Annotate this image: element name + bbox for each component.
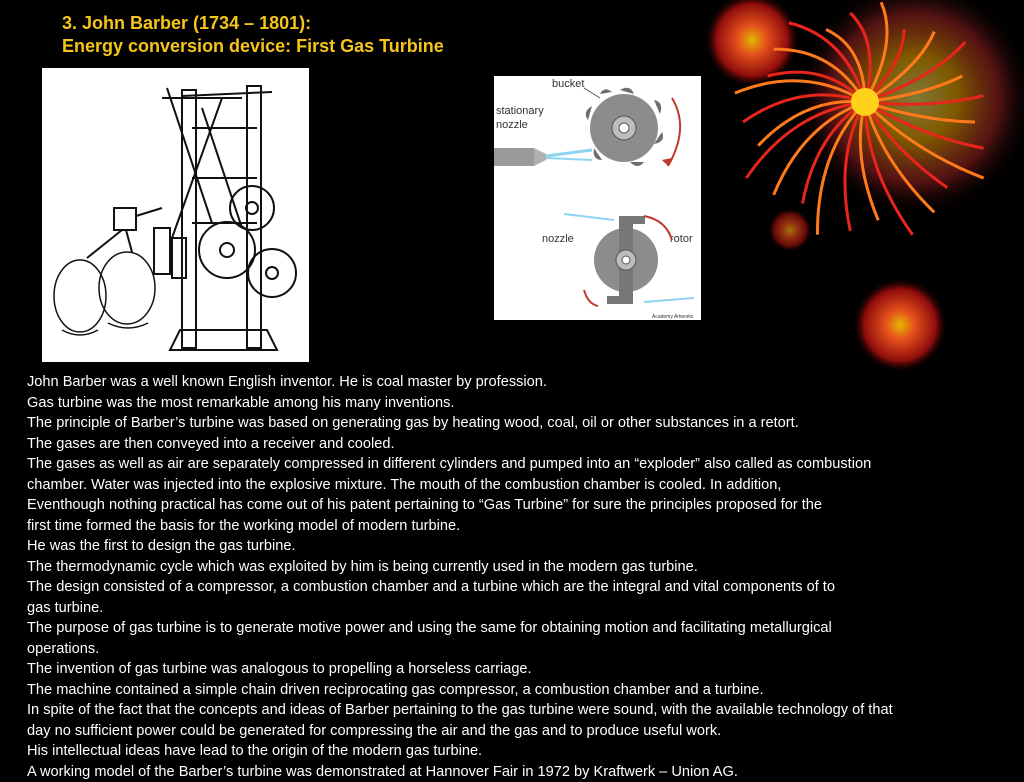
body-line: A working model of the Barber’s turbine was demonstrated at Hannover Fair in 1972 by Kraftwerk – Union AG. — [27, 762, 1024, 782]
body-line: gas turbine. — [27, 598, 1024, 619]
body-line: The principle of Barber’s turbine was based on generating gas by heating wood, coal, oil or other substances in a retort. — [27, 413, 1024, 434]
body-line: The machine contained a simple chain driven reciprocating gas compressor, a combustion chamber and a turbine. — [27, 680, 1024, 701]
turbine-diagram-image — [494, 76, 701, 320]
slide-title — [62, 12, 444, 58]
diagram-credit: Academy Artworks — [652, 314, 694, 320]
body-line: He was the first to design the gas turbine. — [27, 536, 1024, 557]
decor-orb-top — [704, 0, 800, 88]
label-stationary: stationary — [496, 105, 544, 117]
body-line: The thermodynamic cycle which was exploited by him is being currently used in the modern gas turbine. — [27, 557, 1024, 578]
body-line: operations. — [27, 639, 1024, 660]
body-line: Gas turbine was the most remarkable among his many inventions. — [27, 393, 1024, 414]
body-line: The design consisted of a compressor, a combustion chamber and a turbine which are the integral and vital components of to — [27, 577, 1024, 598]
turbine-diagram — [494, 76, 701, 320]
body-line: The gases as well as air are separately compressed in different cylinders and pumped into an “exploder” also called as combustion — [27, 454, 1024, 475]
firework-decoration — [700, 0, 1024, 370]
label-stationary-nozzle: nozzle — [496, 119, 528, 131]
decor-center — [851, 88, 879, 116]
body-text — [27, 372, 1024, 782]
body-line: Eventhough nothing practical has come out of his patent pertaining to “Gas Turbine” for sure the principles proposed for the — [27, 495, 1024, 516]
body-line: day no sufficient power could be generated for compressing the air and the gas and to produce useful work. — [27, 721, 1024, 742]
body-line: first time formed the basis for the working model of modern turbine. — [27, 516, 1024, 537]
body-line: His intellectual ideas have lead to the origin of the modern gas turbine. — [27, 741, 1024, 762]
decor-orb-bottom — [852, 277, 948, 370]
label-rotor: rotor — [670, 233, 693, 245]
title-line-2: Energy conversion device: First Gas Turbine — [62, 35, 444, 58]
barber-machine-image — [42, 68, 309, 362]
body-line: The gases are then conveyed into a receiver and cooled. — [27, 434, 1024, 455]
body-line: The invention of gas turbine was analogous to propelling a horseless carriage. — [27, 659, 1024, 680]
body-line: In spite of the fact that the concepts and ideas of Barber pertaining to the gas turbine were sound, with the available technology of that — [27, 700, 1024, 721]
label-nozzle: nozzle — [542, 233, 574, 245]
barber-machine-drawing — [42, 68, 309, 362]
body-line: The purpose of gas turbine is to generate motive power and using the same for obtaining motion and facilitating metallurgical — [27, 618, 1024, 639]
label-bucket: bucket — [552, 78, 584, 90]
body-line: John Barber was a well known English inventor. He is coal master by profession. — [27, 372, 1024, 393]
body-line: chamber. Water was injected into the explosive mixture. The mouth of the combustion chamber is cooled. In addition, — [27, 475, 1024, 496]
decor-orb-small — [768, 208, 812, 252]
title-line-1: 3. John Barber (1734 – 1801): — [62, 12, 444, 35]
